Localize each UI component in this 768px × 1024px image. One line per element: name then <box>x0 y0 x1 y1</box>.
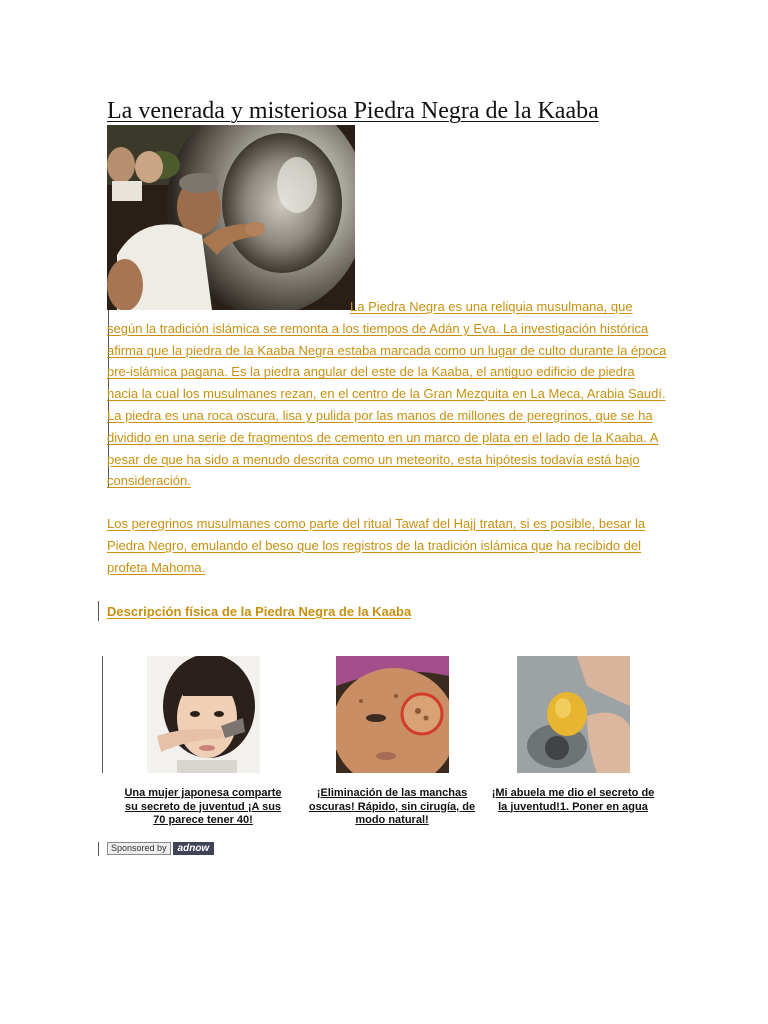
article-paragraph-2[interactable] <box>107 513 667 578</box>
ad-card-2[interactable] <box>307 656 477 828</box>
woman-face-photo[interactable] <box>147 656 260 773</box>
ad-block-bar <box>102 656 103 773</box>
ad-caption-3[interactable]: ¡Mi abuela me dio el secreto de la juventud!1. Poner en agua <box>491 787 655 813</box>
kaaba-black-stone-photo <box>107 125 355 310</box>
sponsored-by-adnow[interactable] <box>107 842 214 855</box>
sponsor-bar <box>98 842 99 856</box>
ad-card-1[interactable] <box>118 656 288 828</box>
article-paragraph-2-link[interactable]: Los peregrinos musulmanes como parte del ritual Tawaf del Hajj tratan, si es posible, besar la Piedra Negro, emulando el beso que los registros de la tradición islámica que ha recibido del profeta Mahoma. <box>107 516 646 575</box>
ad-caption-2[interactable]: ¡Eliminación de las manchas oscuras! Rápido, sin cirugía, de modo natural! <box>308 787 476 826</box>
ad-caption-1[interactable]: Una mujer japonesa comparte su secreto de juventud ¡A sus 70 parece tener 40! <box>124 787 282 826</box>
heading-bar <box>98 601 99 621</box>
article-body <box>107 296 667 579</box>
section-heading-link[interactable]: Descripción física de la Piedra Negra de la Kaaba <box>107 604 412 619</box>
page-title: La venerada y misteriosa Piedra Negra de la Kaaba <box>107 98 599 124</box>
ad-card-3[interactable] <box>488 656 658 814</box>
article-paragraph-1[interactable] <box>107 296 667 492</box>
skin-spots-photo[interactable] <box>336 656 449 773</box>
adnow-logo[interactable]: adnow <box>173 842 215 855</box>
article-paragraph-1-link[interactable]: La Piedra Negra es una reliquia musulmana, que según la tradición islámica se remonta a los tiempos de Adán y Eva. La investigación histórica afirma que la piedra de la Kaaba Negra estaba marcada como un lugar de culto durante la época pre-islámica pagana. Es la piedra angular del este de la Kaaba, el antiguo edificio de piedra hacia la cual los musulmanes rezan, en el centro de la Gran Mezquita en La Meca, Arabia Saudí. La piedra es una roca oscura, lisa y pulida por las manos de millones de peregrinos, que se ha dividido en una serie de fragmentos de cemento en un marco de plata en el lado de la Kaaba. A pesar de que ha sido a menudo descrita como un meteorito, esta hipótesis todavía está bajo consideración. <box>107 299 667 489</box>
egg-in-hand-photo[interactable] <box>517 656 630 773</box>
sponsored-label: Sponsored by <box>107 842 171 855</box>
